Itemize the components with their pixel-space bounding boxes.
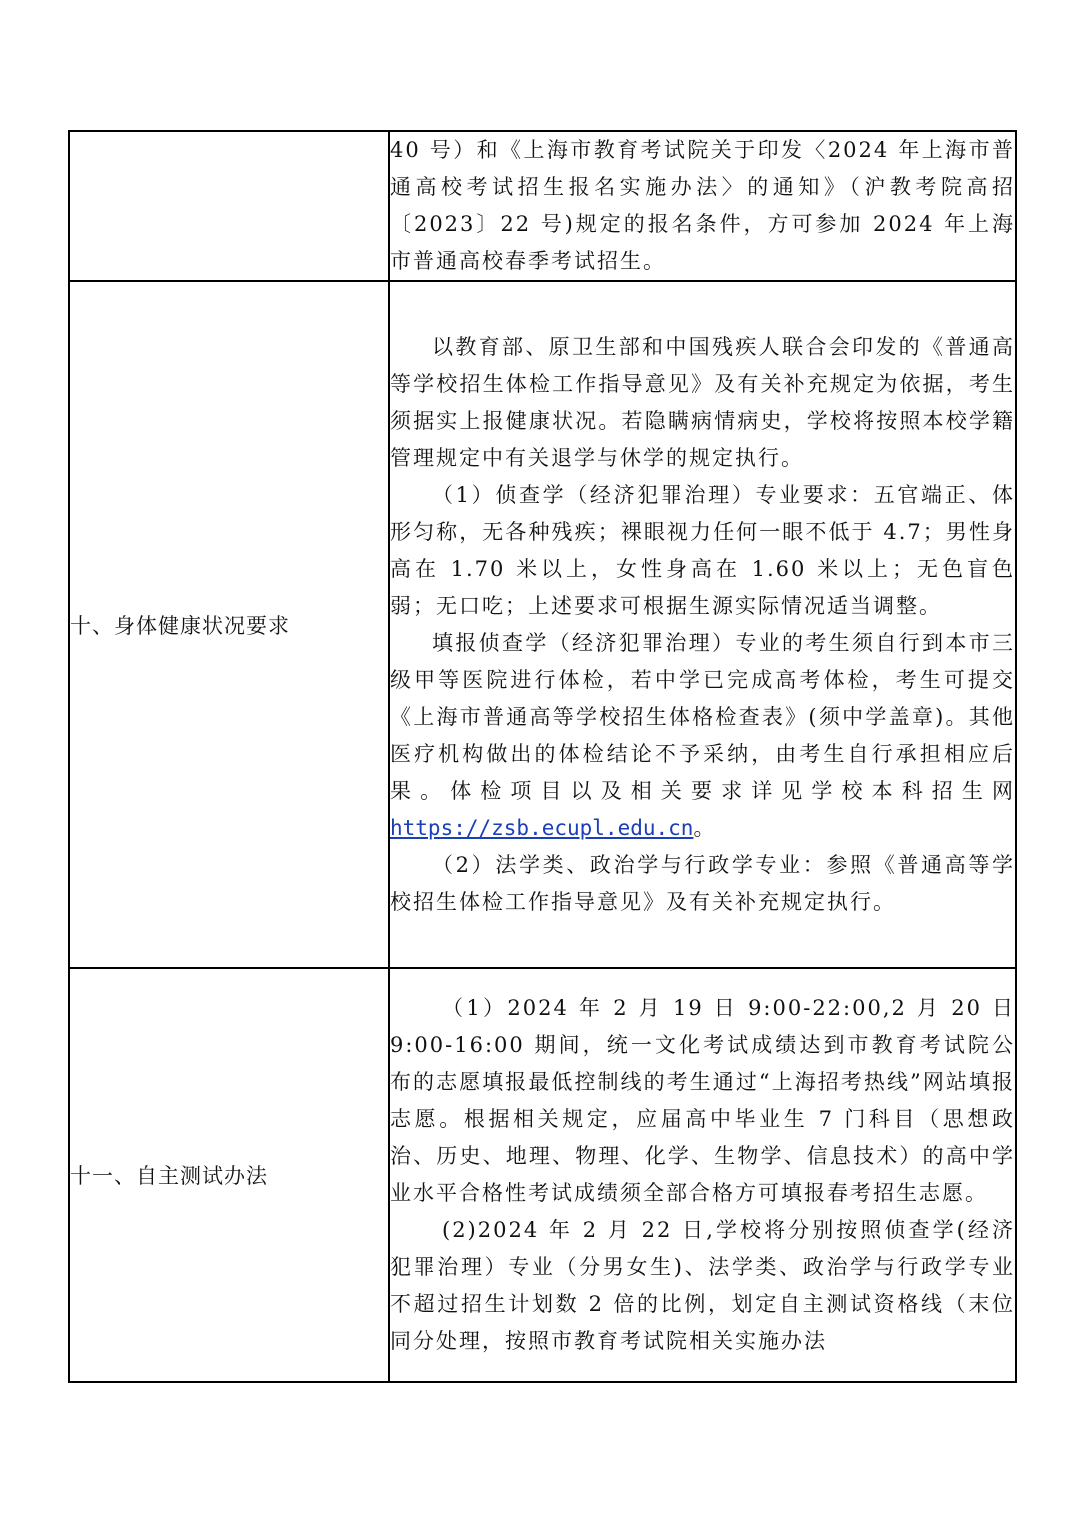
- paragraph: （1）2024 年 2 月 19 日 9:00-22:00,2 月 20 日 9:00-16:00 期间，统一文化考试成绩达到市教育考试院公布的志愿填报最低控制线的考生通过“上海招考热线”网站填报志愿。根据相关规定，应届高中毕业生 7 门科目（思想政治、历史、地理、物理、化学、生物学、信息技术）的高中学业水平合格性考试成绩须全部合格方可填报春考招生志愿。: [390, 996, 1015, 1205]
- row-content: [389, 131, 1016, 281]
- row-content: [389, 968, 1016, 1382]
- paragraph: [390, 625, 1015, 847]
- row-content: [389, 281, 1016, 968]
- table-row: [69, 131, 1016, 281]
- paragraph: 以教育部、原卫生部和中国残疾人联合会印发的《普通高等学校招生体检工作指导意见》及有关补充规定为依据，考生须据实上报健康状况。若隐瞒病情病史，学校将按照本校学籍管理规定中有关退学与休学的规定执行。: [390, 334, 1015, 470]
- row-label-health: 十、身体健康状况要求: [69, 281, 389, 968]
- info-table: [68, 130, 1017, 1383]
- paragraph: (2)2024 年 2 月 22 日,学校将分别按照侦查学(经济犯罪治理）专业（分男女生)、法学类、政治学与行政学专业不超过招生计划数 2 倍的比例，划定自主测试资格线（末位同分处理，按照市教育考试院相关实施办法: [390, 1218, 1015, 1353]
- paragraph: （2）法学类、政治学与行政学专业：参照《普通高等学校招生体检工作指导意见》及有关补充规定执行。: [390, 852, 1015, 914]
- row-label-self-test: 十一、自主测试办法: [69, 968, 389, 1382]
- paragraph: （1）侦查学（经济犯罪治理）专业要求：五官端正、体形匀称，无各种残疾；裸眼视力任何一眼不低于 4.7；男性身高在 1.70 米以上，女性身高在 1.60 米以上；无色盲色弱；无口吃；上述要求可根据生源实际情况适当调整。: [390, 482, 1015, 618]
- table-row: [69, 968, 1016, 1382]
- paragraph: 40 号）和《上海市教育考试院关于印发〈2024 年上海市普通高校考试招生报名实施办法〉的通知》（沪教考院高招〔2023〕22 号)规定的报名条件，方可参加 2024 年上海市普通高校春季考试招生。: [390, 138, 1015, 273]
- link-suffix: 。: [693, 815, 717, 840]
- table-row: [69, 281, 1016, 968]
- admissions-link[interactable]: https://zsb.ecupl.edu.cn: [390, 815, 694, 840]
- row-label: [69, 131, 389, 281]
- paragraph-text: 填报侦查学（经济犯罪治理）专业的考生须自行到本市三级甲等医院进行体检，若中学已完成高考体检，考生可提交《上海市普通高等学校招生体格检查表》(须中学盖章)。其他医疗机构做出的体检结论不予采纳，由考生自行承担相应后果。体检项目以及相关要求详见学校本科招生网: [390, 630, 1015, 803]
